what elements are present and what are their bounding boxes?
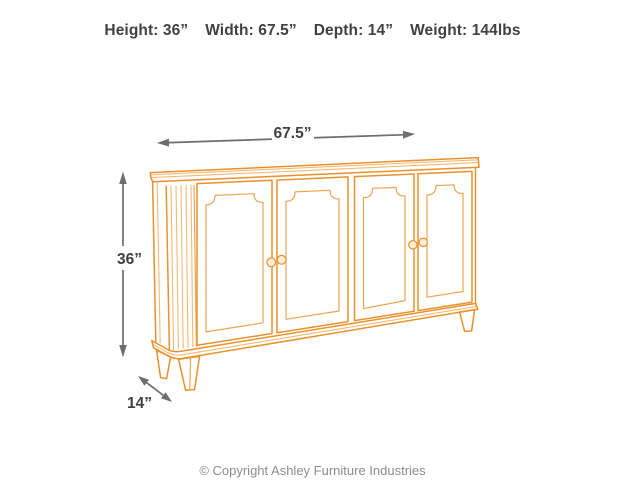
- spec-height: Height: 36”: [104, 22, 189, 39]
- width-dimension-label: 67.5”: [273, 125, 312, 142]
- height-dimension-arrow: [111, 172, 147, 358]
- width-dimension-arrow: [157, 123, 415, 147]
- cabinet-base: [152, 303, 478, 358]
- cabinet-legs: [157, 310, 475, 391]
- spec-width: Width: 67.5”: [205, 22, 297, 39]
- cabinet-door-2: [277, 177, 348, 333]
- door-knobs: [267, 238, 428, 267]
- depth-dimension-label: 14”: [127, 395, 152, 412]
- knob-left-pair-b: [277, 255, 286, 264]
- door-panel-2: [286, 190, 339, 319]
- spec-depth: Depth: 14”: [313, 22, 394, 39]
- door-panel-3: [364, 187, 406, 308]
- leg-front-left: [179, 356, 200, 390]
- leg-side-left: [157, 350, 171, 378]
- spec-weight: Weight: 144lbs: [410, 22, 521, 39]
- knob-right-pair-a: [409, 241, 417, 249]
- knob-left-pair-a: [267, 258, 276, 267]
- leg-front-right: [460, 310, 475, 332]
- door-panel-4: [427, 185, 463, 297]
- depth-dimension-arrow: [127, 376, 172, 412]
- door-panel-1: [206, 194, 263, 332]
- cabinet-left-column: [153, 182, 197, 351]
- copyright-notice: © Copyright Ashley Furniture Industries: [199, 463, 426, 478]
- knob-right-pair-b: [419, 238, 427, 246]
- height-dimension-label: 36”: [117, 251, 142, 268]
